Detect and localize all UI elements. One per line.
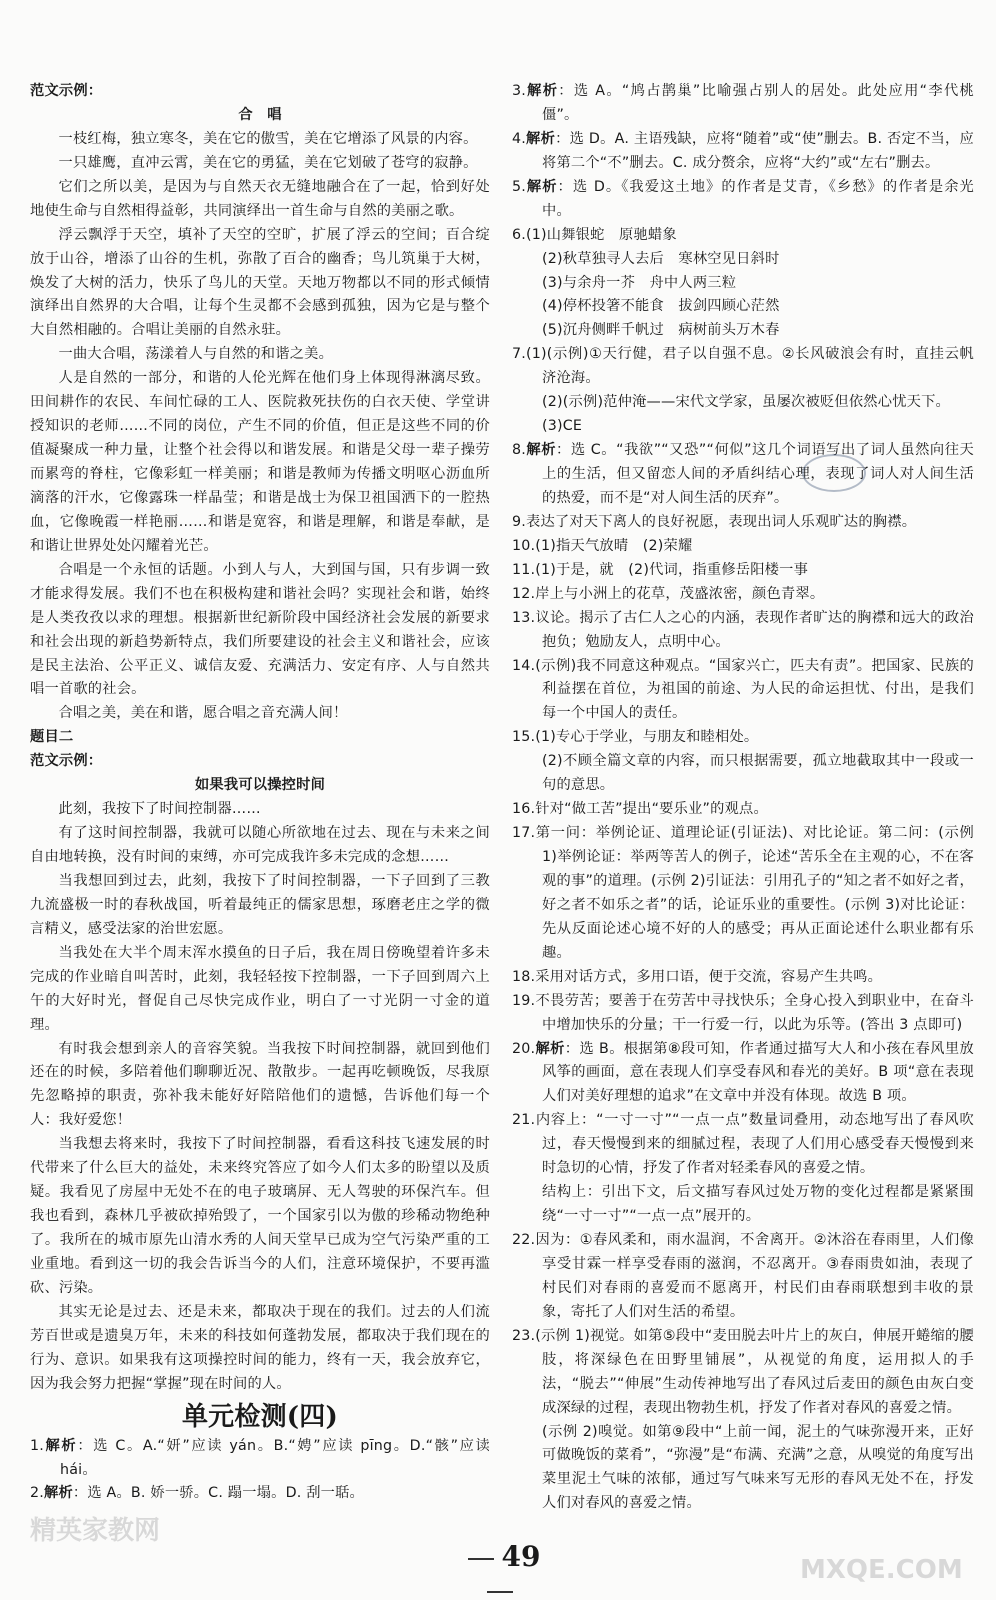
item-number: 13. [512, 609, 536, 626]
item-number: 10. [512, 537, 536, 554]
item-number: 9. [512, 513, 526, 530]
page-number [440, 1540, 560, 1600]
paragraph: 当我想去将来时，我按下了时间控制器，看看这科技飞速发展的时代带来了什么巨大的益处，未来终究答应了如今人们太多的盼望以及质疑。我看见了房屋中无处不在的电子玻璃屏、无人驾驶的环保汽车。但我也看到，森林几乎被砍掉殆毁了，一个国家引以为傲的珍稀动物绝种了。我所在的城市原先山清水秀的人间天堂早已成为空气污染严重的工业重地。看到这一切的我会告诉当今的人们，注意环境保护，不要再滥砍、污染。 [30, 1136, 490, 1296]
item-label: 解析 [526, 442, 557, 459]
answer-item [512, 798, 974, 822]
answer-subitem: (2)不顾全篇文章的内容，而只根据需要，孤立地截取其中一段或一句的意思。 [542, 753, 974, 794]
item-text: ：选 C。“我欲”“又恐”“何似”这几个词语写出了词人虽然向往天上的生活，但又留恋人间的矛盾纠结心理，表现了词人对人间生活的热爱，而不是“对人间生活的厌弃”。 [542, 442, 974, 506]
answer-subitem: (示例 2)嗅觉。如第⑨段中“上前一闻，泥土的气味弥漫开来，正好可做晚饭的菜肴”，“弥漫”是“布满、充满”之意，从嗅觉的角度写出菜里泥土气味的浓郁，通过写气味来写无形的春风无处不在，抒发人们对春风的喜爱之情。 [542, 1423, 974, 1512]
paragraph: 合唱是一个永恒的话题。小到人与人，大到国与国，只有步调一致才能求得发展。我们不也在积极构建和谐社会吗？实现社会和谐，始终是人类孜孜以求的理想。根据新世纪新阶段中国经济社会发展的新要求和社会出现的新趋势新特点，我们所要建设的社会主义和谐社会，应该是民主法治、公平正义、诚信友爱、充满活力、安定有序、人与自然共唱一首歌的社会。 [30, 561, 490, 698]
answer-list [512, 80, 974, 1516]
watermark-text: MXQE.COM [800, 1555, 963, 1585]
unit-test-title: 单元检测(四) [181, 1401, 338, 1432]
item-number: 8. [512, 442, 526, 459]
item-number: 17. [512, 825, 536, 842]
item-text: ：选 B。根据第⑧段可知，作者通过描写大人和小孩在春风里放风筝的画面，意在表现人们享受春风和春光的美好。B 项“意在表现人们对美好理想的追求”在文章中并没有体现。故选 B 项。 [542, 1040, 974, 1105]
item-text: (1)指天气放晴 (2)荣耀 [535, 537, 693, 554]
item-number: 21. [512, 1112, 536, 1129]
answer-item [512, 128, 974, 176]
item-text: 第一问：举例论证、道理论证(引证法)、对比论证。第二问：(示例 1)举例论证：举两等苦人的例子，论述“苦乐全在主观的心，不在客观的事”的道理。(示例 2)引证法：引用孔子的“知之者不如好之者，好之者不如乐之者”的话，论证乐业的重要性。(示例 3)对比论证：先从反面论述心境不好的人的感受；再从正面论述什么职业都有乐趣。 [535, 825, 974, 961]
item-text: 针对“做工苦”提出“要乐业”的观点。 [535, 801, 768, 818]
paragraph: 它们之所以美，是因为与自然天衣无缝地融合在了一起，恰到好处地使生命与自然相得益彰，共同演绎出一首生命与自然的美丽之歌。 [30, 178, 490, 219]
item-text: ：选 A。“鸠占鹊巢”比喻强占别人的居处。此处应用“李代桃僵”。 [542, 83, 974, 123]
answer-item [512, 439, 974, 511]
item-text: ：选 A。B. 娇一骄。C. 蹋一塌。D. 刮一聒。 [72, 1485, 365, 1502]
item-label: 解析 [526, 178, 558, 195]
item-label: 解析 [44, 1437, 78, 1454]
item-number: 3. [512, 83, 526, 99]
answer-subitem: (5)沉舟侧畔千帆过 病树前头万木春 [542, 322, 780, 339]
answer-item [512, 990, 974, 1038]
answer-subitem: (4)停杯投箸不能食 拔剑四顾心茫然 [542, 298, 780, 315]
paragraph: 有时我会想到亲人的音容笑貌。当我按下时间控制器，就回到他们还在的时候，多陪着他们聊聊近况、散散步。一起再吃顿晚饭，尽我原先忽略掉的职责，弥补我未能好好陪陪他们的遗憾，告诉他们每一个人：我好爱您！ [30, 1040, 490, 1129]
answer-item [512, 80, 974, 128]
stamp-mark [802, 454, 866, 492]
answer-item [512, 607, 974, 655]
item-text: (示例)我不同意这种观点。“国家兴亡，匹夫有责”。把国家、民族的利益摆在首位，为祖国的前途、为人民的命运担忧、付出，是我们每一个中国人的责任。 [535, 657, 974, 722]
answer-subitem: (3)与余舟一芥 舟中人两三粒 [542, 274, 737, 291]
answer-item [512, 1229, 974, 1325]
paragraph: 一枝红梅，独立寒冬，美在它的傲雪，美在它增添了风景的内容。 [58, 130, 478, 147]
paragraph: 此刻，我按下了时间控制器…… [58, 801, 261, 818]
answer-item [512, 966, 974, 990]
essay2-body [30, 798, 490, 1396]
item-number: 16. [512, 801, 536, 818]
item-number: 22. [512, 1232, 536, 1248]
answer-item [30, 1482, 490, 1506]
item-label: 解析 [44, 1485, 73, 1502]
essay1-body [30, 128, 490, 726]
answer-item [512, 1325, 974, 1421]
item-text: 岸上与小洲上的花草，茂盛浓密，颜色青翠。 [535, 585, 825, 602]
answer-list [30, 1435, 490, 1507]
paragraph: 当我想回到过去，此刻，我按下了时间控制器，一下子回到了三教九流盛极一时的春秋战国，听着最纯正的儒家思想，琢磨老庄之学的微言精义，感受法家的治世宏愿。 [30, 872, 490, 937]
essay1-heading: 范文示例： [30, 83, 103, 99]
item-text: 因为：①春风柔和，雨水温润，不舍离开。②沐浴在春雨里，人们像享受甘霖一样享受春雨的滋润，不忍离开。③春雨贵如油，表现了村民们对春雨的喜爱而不愿离开，村民们由春雨联想到丰收的景象，寄托了人们对生活的希望。 [535, 1232, 974, 1320]
paragraph: 当我处在大半个周末浑水摸鱼的日子后，我在周日傍晚望着许多未完成的作业暗自叫苦时，此刻，我轻轻按下控制器，一下子回到周六上午的大好时光，督促自己尽快完成作业，明白了一寸光阴一寸金的道理。 [30, 944, 490, 1033]
item-number: 18. [512, 968, 536, 985]
paragraph: 浮云飘浮于天空，填补了天空的空旷，扩展了浮云的空间；百合绽放于山谷，增添了山谷的生机，弥散了百合的幽香；鸟儿筑巢于大树，焕发了大树的活力，快乐了鸟儿的天堂。天地万物都以不同的形式倾情演绎出自然界的大合唱，让每个生灵都不会感到孤独，因为它是与整个大自然相融的。合唱让美丽的自然永驻。 [30, 226, 490, 339]
left-column [30, 80, 490, 1506]
paragraph: 其实无论是过去、还是未来，都取决于现在的我们。过去的人们流芳百世或是遗臭万年，未来的科技如何蓬勃发展，都取决于我们现在的行为、意识。如果我有这项操控时间的能力，终有一天，我会放弃它，因为我会努力把握“掌握”现在时间的人。 [30, 1303, 490, 1392]
item-label: 解析 [526, 83, 559, 99]
topic2-heading: 题目二 [30, 729, 74, 746]
item-number: 4. [512, 130, 526, 147]
item-text: (1)于是，就 (2)代词，指重修岳阳楼一事 [535, 561, 809, 578]
item-number: 15. [512, 729, 536, 746]
item-label: 解析 [535, 1040, 565, 1057]
answer-item [512, 1109, 974, 1181]
item-text: 内容上：“一寸一寸”“一点一点”数量词叠用，动态地写出了春风吹过，春天慢慢到来的细腻过程，表现了人们用心感受春天慢慢到来时急切的心情，抒发了作者对轻柔春风的喜爱之情。 [535, 1112, 974, 1177]
paragraph: 一只雄鹰，直冲云霄，美在它的勇猛，美在它划破了苍穹的寂静。 [58, 154, 478, 171]
item-text: ：选 C。A.“妍”应读 yán。B.“娉”应读 pīng。D.“骸”应读 hái。 [60, 1437, 490, 1478]
item-number: 2. [30, 1485, 44, 1502]
item-label: 解析 [526, 130, 556, 147]
answer-item [512, 726, 974, 750]
essay1-title: 合 唱 [238, 106, 282, 123]
paragraph: 有了这时间控制器，我就可以随心所欲地在过去、现在与未来之间自由地转换，没有时间的束缚，亦可完成我许多未完成的念想…… [30, 825, 490, 865]
paragraph: 一曲大合唱，荡漾着人与自然的和谐之美。 [58, 346, 334, 363]
dash-left [468, 1558, 494, 1560]
watermark-text: 精英家教网 [30, 1516, 161, 1546]
answer-subitem: (2)秋草独寻人去后 寒林空见日斜时 [542, 250, 780, 267]
essay2-heading: 范文示例： [30, 753, 103, 770]
item-number: 19. [512, 992, 536, 1009]
right-column [512, 80, 974, 1516]
item-number: 1. [30, 1437, 44, 1454]
answer-item [512, 583, 974, 607]
item-number: 14. [512, 657, 536, 674]
answer-item [30, 1435, 490, 1483]
item-text: (1)专心于学业，与朋友和睦相处。 [535, 729, 759, 746]
item-number: 12. [512, 585, 536, 602]
item-number: 7. [512, 346, 526, 363]
item-text: ：选 D。A. 主语残缺，应将“随着”或“使”删去。B. 否定不当，应将第二个“不”删去。C. 成分赘余，应将“大约”或“左右”删去。 [542, 130, 974, 171]
answer-item [512, 176, 974, 224]
item-text: 不畏劳苦；要善于在劳苦中寻找快乐；全身心投入到职业中，在奋斗中增加快乐的分量；干一行爱一行，以此为乐等。(答出 3 点即可) [535, 992, 974, 1033]
item-number: 23. [512, 1327, 536, 1344]
answer-subitem: 结构上：引出下文，后文描写春风过处万物的变化过程都是紧紧围绕“一寸一寸”“一点一点”展开的。 [542, 1184, 974, 1225]
essay2-title: 如果我可以操控时间 [194, 777, 326, 794]
answer-item [512, 559, 974, 583]
item-text: (示例 1)视觉。如第⑤段中“麦田脱去叶片上的灰白，伸展开蜷缩的腰肢，将深绿色在田野里铺展”，从视觉的角度，运用拟人的手法，“脱去”“伸展”生动传神地写出了春风过后麦田的颜色由灰白变成深绿的过程，表现出物勃生机，抒发了作者对春风的喜爱之情。 [535, 1327, 974, 1416]
answer-subitem: (2)(示例)范仲淹——宋代文学家，虽屡次被贬但依然心忧天下。 [542, 394, 951, 411]
paragraph: 合唱之美，美在和谐，愿合唱之音充满人间！ [58, 705, 348, 722]
item-text: ：选 D。《我爱这土地》的作者是艾青，《乡愁》的作者是余光中。 [542, 178, 974, 219]
dash-right [487, 1591, 513, 1593]
item-number: 5. [512, 178, 526, 195]
answer-item [512, 343, 974, 391]
answer-item [512, 655, 974, 727]
item-text: 采用对话方式，多用口语，便于交流，容易产生共鸣。 [535, 968, 883, 985]
answer-item [512, 822, 974, 966]
answer-subitem: (3)CE [542, 418, 583, 435]
item-text: (1)山舞银蛇 原驰蜡象 [526, 226, 677, 243]
item-text: 议论。揭示了古仁人之心的内涵，表现作者旷达的胸襟和远大的政治抱负；勉励友人，点明中心。 [535, 609, 974, 650]
page-number-text: 49 [501, 1540, 541, 1573]
item-text: (1)(示例)①天行健，君子以自强不息。②长风破浪会有时，直挂云帆济沧海。 [526, 346, 974, 387]
answer-item [512, 1038, 974, 1110]
answer-item [512, 511, 974, 535]
answer-item [512, 224, 974, 248]
item-number: 6. [512, 226, 526, 243]
answer-item [512, 535, 974, 559]
item-number: 20. [512, 1040, 536, 1057]
item-number: 11. [512, 561, 536, 578]
item-text: 表达了对天下离人的良好祝愿，表现出词人乐观旷达的胸襟。 [526, 513, 917, 530]
paragraph: 人是自然的一部分，和谐的人伦光辉在他们身上体现得淋漓尽致。田间耕作的农民、车间忙碌的工人、医院救死扶伤的白衣天使、学堂讲授知识的老师……不同的岗位，产生不同的价值，但正是这些不同的价值凝聚成一种力量，让整个社会得以和谐发展。和谐是父母一辈子操劳而累弯的脊柱，它像彩虹一样美丽；和谐是教师为传播文明呕心沥血所滴落的汗水，它像露珠一样晶莹；和谐是战士为保卫祖国洒下的一腔热血，它像晚霞一样艳丽……和谐是宽容，和谐是理解，和谐是奉献，是和谐让世界处处闪耀着光芒。 [30, 370, 490, 554]
